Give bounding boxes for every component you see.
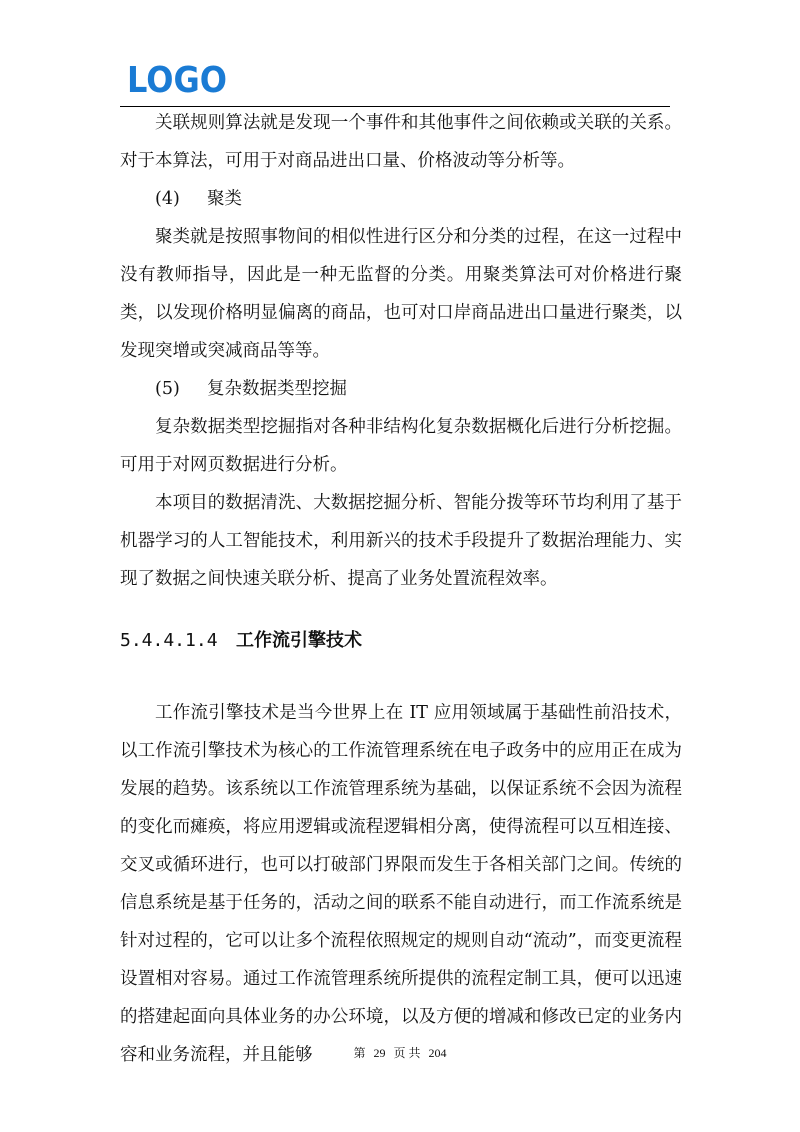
- page-number: 29: [373, 1046, 386, 1060]
- paragraph-complex-data-mining: 复杂数据类型挖掘指对各种非结构化复杂数据概化后进行分析挖掘。可用于对网页数据进行分析。: [120, 417, 682, 475]
- paragraph-workflow-engine: 工作流引擎技术是当今世界上在 IT 应用领域属于基础性前沿技术，以工作流引擎技术为核心的工作流管理系统在电子政务中的应用正在成为发展的趋势。该系统以工作流管理系统为基础，以保证系统不会因为流程的变化而瘫痪，将应用逻辑或流程逻辑相分离，使得流程可以互相连接、交叉或循环进行，也可以打破部门界限而发生于各相关部门之间。传统的信息系统是基于任务的，活动之间的联系不能自动进行，而工作流系统是针对过程的，它可以让多个流程依照规定的规则自动“流动”，而变更流程设置相对容易。通过工作流管理系统所提供的流程定制工具，便可以迅速的搭建起面向具体业务的办公环境，以及方便的增减和修改已定的业务内容和业务流程，并且能够: [120, 703, 682, 1065]
- paragraph-project-ai: 本项目的数据清洗、大数据挖掘分析、智能分拨等环节均利用了基于机器学习的人工智能技术，利用新兴的技术手段提升了数据治理能力、实现了数据之间快速关联分析、提高了业务处置流程效率。: [120, 493, 682, 589]
- section-title: 工作流引擎技术: [236, 630, 362, 651]
- footer-prefix: 第: [353, 1046, 366, 1060]
- list-item-clustering: [120, 180, 682, 218]
- page-footer: [0, 1044, 800, 1061]
- list-item-label: 聚类: [207, 189, 242, 209]
- list-item-label: 复杂数据类型挖掘: [207, 379, 347, 399]
- section-heading: [120, 622, 682, 660]
- footer-middle: 页 共: [393, 1046, 421, 1060]
- logo-image: [127, 60, 227, 101]
- section-number: 5.4.4.1.4: [120, 630, 218, 651]
- list-item-number: (4): [155, 189, 180, 209]
- logo-text: LOGO: [127, 60, 227, 101]
- paragraph-clustering: 聚类就是按照事物间的相似性进行区分和分类的过程，在这一过程中没有教师指导，因此是一种无监督的分类。用聚类算法可对价格进行聚类，以发现价格明显偏离的商品，也可对口岸商品进出口量进行聚类，以发现突增或突减商品等等。: [120, 227, 682, 361]
- list-item-number: (5): [155, 379, 180, 399]
- paragraph-association-rules: 关联规则算法就是发现一个事件和其他事件之间依赖或关联的关系。对于本算法，可用于对商品进出口量、价格波动等分析等。: [120, 113, 682, 171]
- document-body: [120, 104, 682, 1074]
- total-pages: 204: [428, 1046, 447, 1060]
- list-item-complex-data-mining: [120, 370, 682, 408]
